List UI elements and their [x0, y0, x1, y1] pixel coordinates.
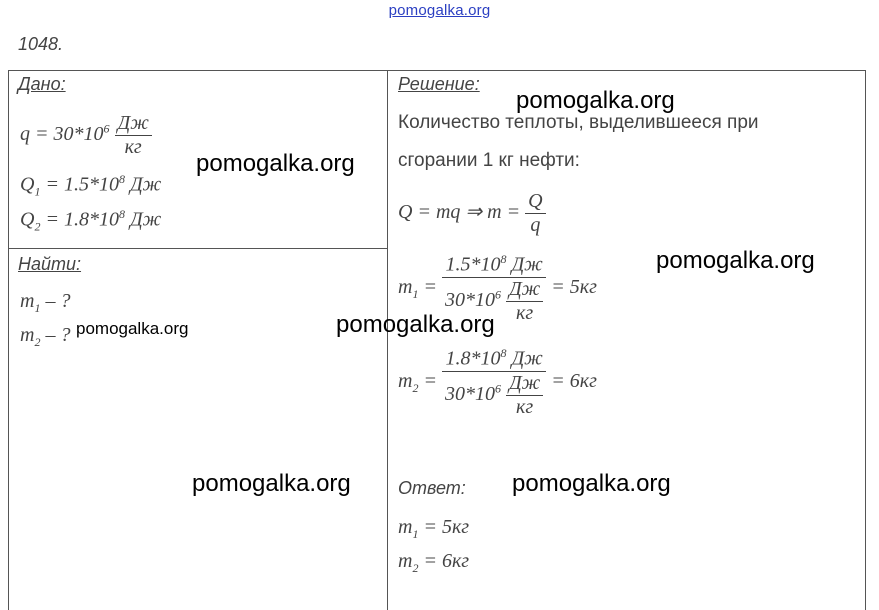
watermark: pomogalka.org	[192, 470, 351, 497]
find-m1-rest: – ?	[40, 290, 71, 312]
given-Q2-coef: 1.8*10	[63, 208, 119, 231]
solution-formula	[398, 190, 546, 237]
solution-m2-den-unit-num: Дж	[508, 371, 541, 394]
solution-m2-symbol: m	[398, 369, 413, 392]
solution-m1-den-unit-den: кг	[506, 301, 543, 325]
solution-formula-left: Q = mq ⇒ m =	[398, 201, 526, 224]
solution-m2-den-coef: 30*10	[444, 382, 495, 405]
solution-m1-symbol: m	[398, 275, 413, 298]
solution-m1-result: = 5кг	[551, 275, 597, 298]
solution-m2: $m_2$ = $1.8*10^8$ Дж $30*10^6$ $\frac{Дж}{кг}$ = 6кг	[398, 346, 597, 418]
given-Q1-unit: Дж	[129, 173, 162, 196]
watermark: pomogalka.org	[196, 150, 355, 177]
answer-m1-value: = 5кг	[418, 516, 470, 538]
find-m1	[20, 290, 70, 316]
find-m1-symbol: m	[20, 290, 35, 312]
solution-formula-den: q	[525, 213, 545, 237]
answer-m1	[398, 516, 469, 542]
answer-m2-value: = 6кг	[418, 550, 470, 572]
find-m2-symbol: m	[20, 324, 35, 346]
given-q-unit-num: Дж	[117, 112, 149, 134]
find-m2	[20, 324, 70, 350]
solution-m2-num-unit: Дж	[511, 347, 543, 370]
solution-formula-num: Q	[528, 190, 543, 212]
solution-m1-sub: 1	[412, 286, 419, 301]
watermark: pomogalka.org	[336, 311, 495, 338]
solution-m2-fraction	[442, 346, 546, 419]
given-Q1: $Q_1 = 1.5*10^8$ Дж	[20, 172, 162, 199]
find-m2-rest: – ?	[40, 324, 71, 346]
site-link[interactable]: pomogalka.org	[388, 2, 491, 19]
given-Q2: $Q_2 = 1.8*10^8$ Дж	[20, 207, 162, 234]
given-q-symbol: q	[20, 123, 30, 146]
solution-m2-num-coef: 1.8*10	[445, 347, 501, 370]
given-Q1-symbol: Q	[20, 173, 35, 196]
given-heading: Дано:	[18, 74, 66, 94]
solution-m1-num-exp: 8	[500, 252, 507, 266]
answer-m2-sub: 2	[412, 561, 419, 575]
given-q-unit-den: кг	[115, 135, 152, 159]
given-Q2-exp: 8	[118, 207, 125, 221]
solution-m2-num-exp: 8	[500, 346, 507, 360]
given-q-exp: 6	[103, 121, 110, 136]
watermark: pomogalka.org	[512, 470, 671, 497]
given-Q1-exp: 8	[118, 172, 125, 186]
solution-m1-num-coef: 1.5*10	[445, 253, 501, 276]
solution-text-line1: Количество теплоты, выделившееся при	[398, 112, 759, 133]
find-heading: Найти:	[18, 254, 82, 274]
answer-m2	[398, 550, 469, 576]
solution-m1: $m_1$ = $1.5*10^8$ Дж $30*10^6$ $\frac{Дж}{кг}$ = 5кг	[398, 252, 597, 324]
given-Q2-symbol: Q	[20, 208, 35, 231]
given-q: $q = 30*10^6$ $\frac{Дж}{кг}$	[20, 112, 152, 159]
solution-formula-fraction	[525, 190, 545, 237]
solution-m2-result: = 6кг	[551, 369, 597, 392]
watermark: pomogalka.org	[76, 319, 189, 338]
solution-m2-den-unit-den: кг	[506, 395, 543, 419]
given-q-unit	[115, 112, 152, 159]
find-m2-sub: 2	[34, 335, 41, 349]
solution-m2-sub: 2	[412, 380, 419, 395]
answer-m2-symbol: m	[398, 550, 413, 572]
problem-number: 1048.	[18, 34, 64, 54]
solution-m1-numerator	[442, 252, 546, 277]
solution-m2-denominator	[442, 371, 546, 419]
solution-heading: Решение:	[398, 74, 480, 94]
solution-m1-den-unit	[506, 278, 543, 325]
given-q-coef: 30*10	[53, 123, 104, 146]
given-Q2-sub: 2	[34, 219, 41, 234]
solution-m1-den-unit-num: Дж	[508, 277, 541, 300]
answer-m1-sub: 1	[412, 527, 419, 541]
solution-m1-num-unit: Дж	[511, 253, 543, 276]
answer-heading: Ответ:	[398, 478, 466, 498]
given-Q1-sub: 1	[34, 184, 41, 199]
solution-m1-den-exp: 6	[494, 287, 501, 302]
solution-m2-den-exp: 6	[494, 381, 501, 396]
solution-text-line2: сгорании 1 кг нефти:	[398, 150, 580, 171]
solution-m2-den-unit	[506, 372, 543, 419]
answer-m1-symbol: m	[398, 516, 413, 538]
watermark: pomogalka.org	[656, 247, 815, 274]
given-find-divider	[8, 248, 388, 249]
solution-m1-den-coef: 30*10	[444, 288, 495, 311]
given-Q1-coef: 1.5*10	[63, 173, 119, 196]
find-m1-sub: 1	[34, 301, 41, 315]
given-Q2-unit: Дж	[129, 208, 162, 231]
watermark: pomogalka.org	[516, 87, 675, 114]
solution-m2-numerator	[442, 346, 546, 371]
column-divider	[387, 70, 388, 610]
